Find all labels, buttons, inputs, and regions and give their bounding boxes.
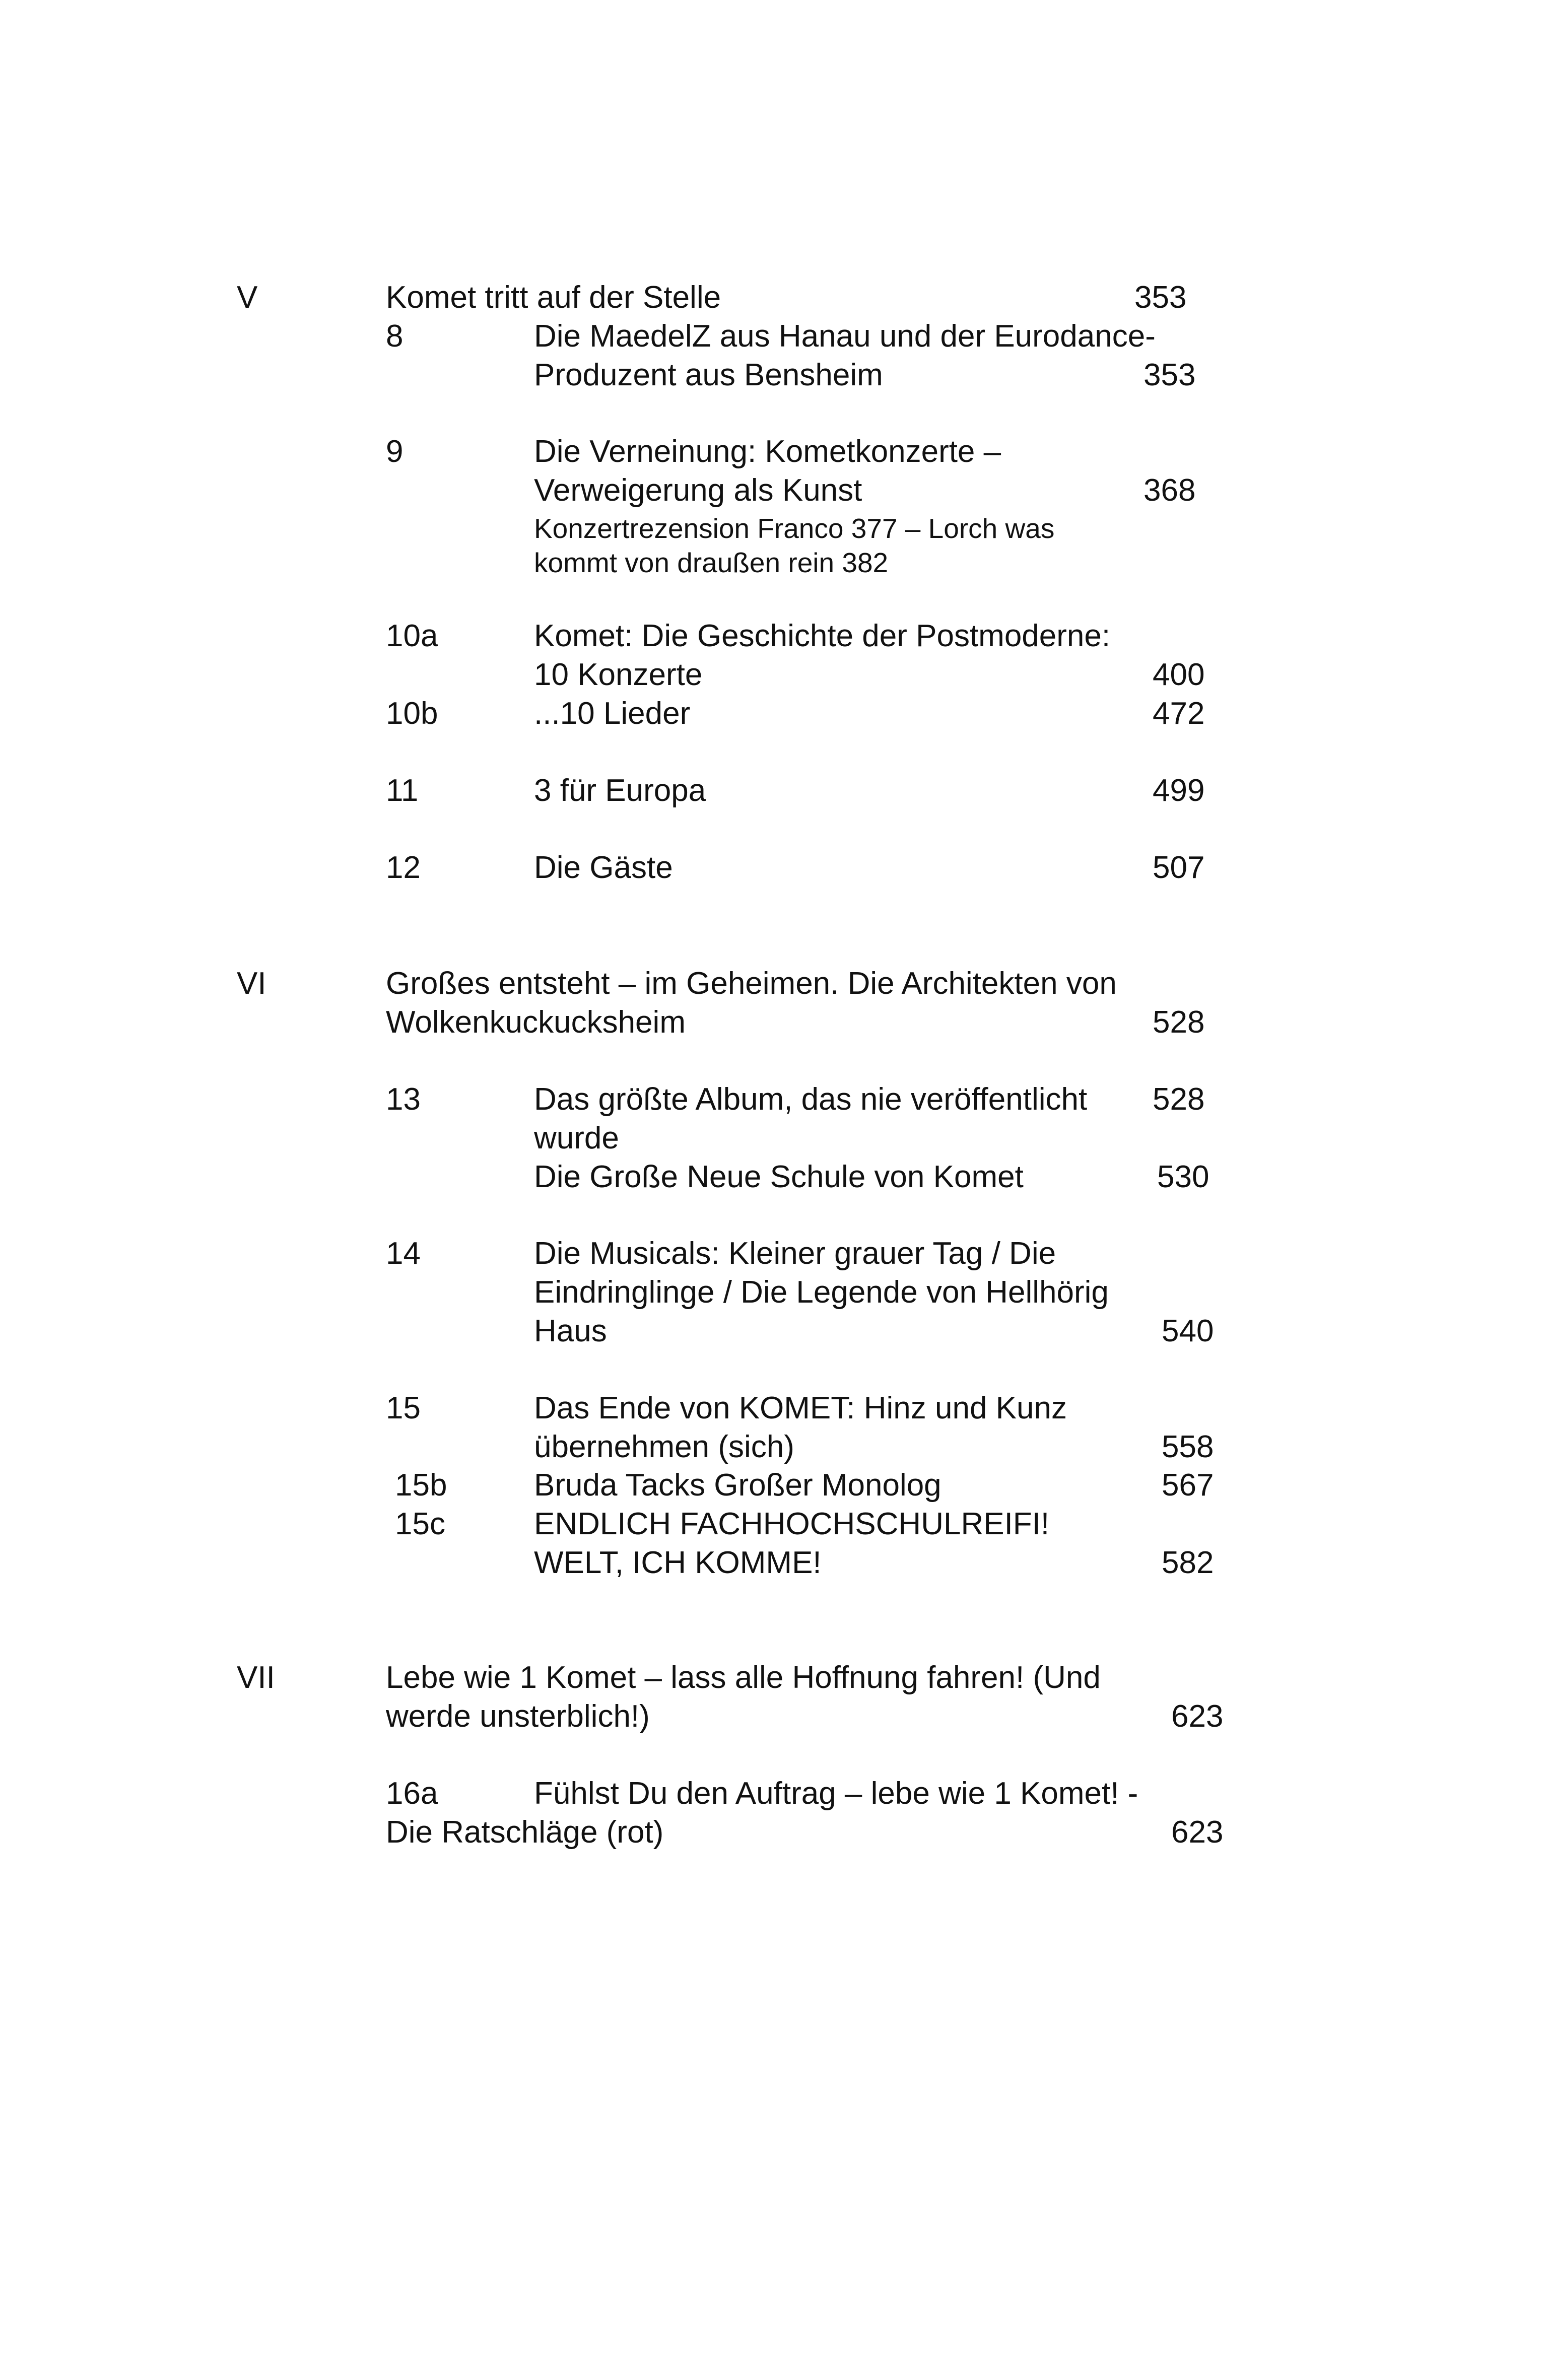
part-vii-title-line1: Lebe wie 1 Komet – lass alle Hoffnung fahren! (Und [386, 1660, 1101, 1695]
chapter-8-title-line2: Produzent aus Bensheim [534, 358, 883, 392]
part-v-numeral: V [237, 280, 258, 315]
part-vi-numeral: VI [237, 966, 266, 1001]
chapter-15-number: 15 [386, 1391, 421, 1425]
chapter-12-title: Die Gäste [534, 850, 673, 885]
chapter-15b-number: 15b [395, 1468, 447, 1503]
chapter-9-subentry-line1: Konzertrezension Franco 377 – Lorch was [534, 513, 1055, 544]
part-v-page: 353 [1134, 280, 1187, 315]
chapter-12-page: 507 [1153, 850, 1205, 885]
chapter-15b-title: Bruda Tacks Großer Monolog [534, 1468, 941, 1503]
chapter-10a-page: 400 [1153, 657, 1205, 692]
chapter-10a-title-line1: Komet: Die Geschichte der Postmoderne: [534, 619, 1111, 653]
chapter-9-page: 368 [1144, 473, 1196, 508]
part-vi-page: 528 [1153, 1005, 1205, 1040]
chapter-8-number: 8 [386, 319, 403, 354]
part-vii-title-line2: werde unsterblich!) [386, 1699, 650, 1734]
chapter-13-page: 528 [1153, 1082, 1205, 1117]
chapter-14-number: 14 [386, 1236, 421, 1271]
chapter-14-page: 540 [1162, 1314, 1214, 1348]
chapter-15c-number: 15c [395, 1507, 445, 1541]
part-vi-title-line1: Großes entsteht – im Geheimen. Die Architekten von [386, 966, 1117, 1001]
chapter-13-title-line2: wurde [534, 1121, 619, 1155]
chapter-15-title-line1: Das Ende von KOMET: Hinz und Kunz [534, 1391, 1067, 1425]
chapter-16a-number: 16a [386, 1776, 438, 1811]
chapter-16a-title-line1: Fühlst Du den Auftrag – lebe wie 1 Komet! - [534, 1776, 1138, 1811]
chapter-14-title-line2: Eindringlinge / Die Legende von Hellhörig [534, 1275, 1109, 1310]
chapter-16a-title-line2: Die Ratschläge (rot) [386, 1815, 664, 1850]
chapter-14-title-line1: Die Musicals: Kleiner grauer Tag / Die [534, 1236, 1056, 1271]
chapter-12-number: 12 [386, 850, 421, 885]
chapter-11-title: 3 für Europa [534, 773, 706, 808]
chapter-8-title-line1: Die MaedelZ aus Hanau und der Eurodance- [534, 319, 1156, 354]
chapter-10b-title: ...10 Lieder [534, 696, 691, 731]
chapter-15-title-line2: übernehmen (sich) [534, 1430, 794, 1464]
chapter-8-page: 353 [1144, 358, 1196, 392]
chapter-10a-number: 10a [386, 619, 438, 653]
chapter-9-title-line2: Verweigerung als Kunst [534, 473, 862, 508]
chapter-11-number: 11 [386, 773, 419, 808]
chapter-10b-number: 10b [386, 696, 438, 731]
chapter-15c-title-line1: ENDLICH FACHHOCHSCHULREIFI! [534, 1507, 1050, 1541]
chapter-16a-page: 623 [1171, 1815, 1224, 1850]
chapter-9-number: 9 [386, 434, 403, 469]
chapter-10a-title-line2: 10 Konzerte [534, 657, 703, 692]
chapter-10b-page: 472 [1153, 696, 1205, 731]
part-v-title: Komet tritt auf der Stelle [386, 280, 721, 315]
chapter-15-page: 558 [1162, 1430, 1214, 1464]
chapter-13-title-line1: Das größte Album, das nie veröffentlicht [534, 1082, 1088, 1117]
chapter-14-title-line3: Haus [534, 1314, 607, 1348]
chapter-9-title-line1: Die Verneinung: Kometkonzerte – [534, 434, 1001, 469]
chapter-15c-page: 582 [1162, 1545, 1214, 1580]
part-vii-numeral: VII [237, 1660, 275, 1695]
part-vi-title-line2: Wolkenkuckucksheim [386, 1005, 686, 1040]
chapter-9-subentry-line2: kommt von draußen rein 382 [534, 547, 889, 578]
chapter-15b-page: 567 [1162, 1468, 1214, 1503]
chapter-13-subentry-page: 530 [1157, 1160, 1209, 1194]
chapter-13-subentry: Die Große Neue Schule von Komet [534, 1160, 1024, 1194]
chapter-11-page: 499 [1153, 773, 1205, 808]
chapter-13-number: 13 [386, 1082, 421, 1117]
chapter-15c-title-line2: WELT, ICH KOMME! [534, 1545, 822, 1580]
part-vii-page: 623 [1171, 1699, 1224, 1734]
